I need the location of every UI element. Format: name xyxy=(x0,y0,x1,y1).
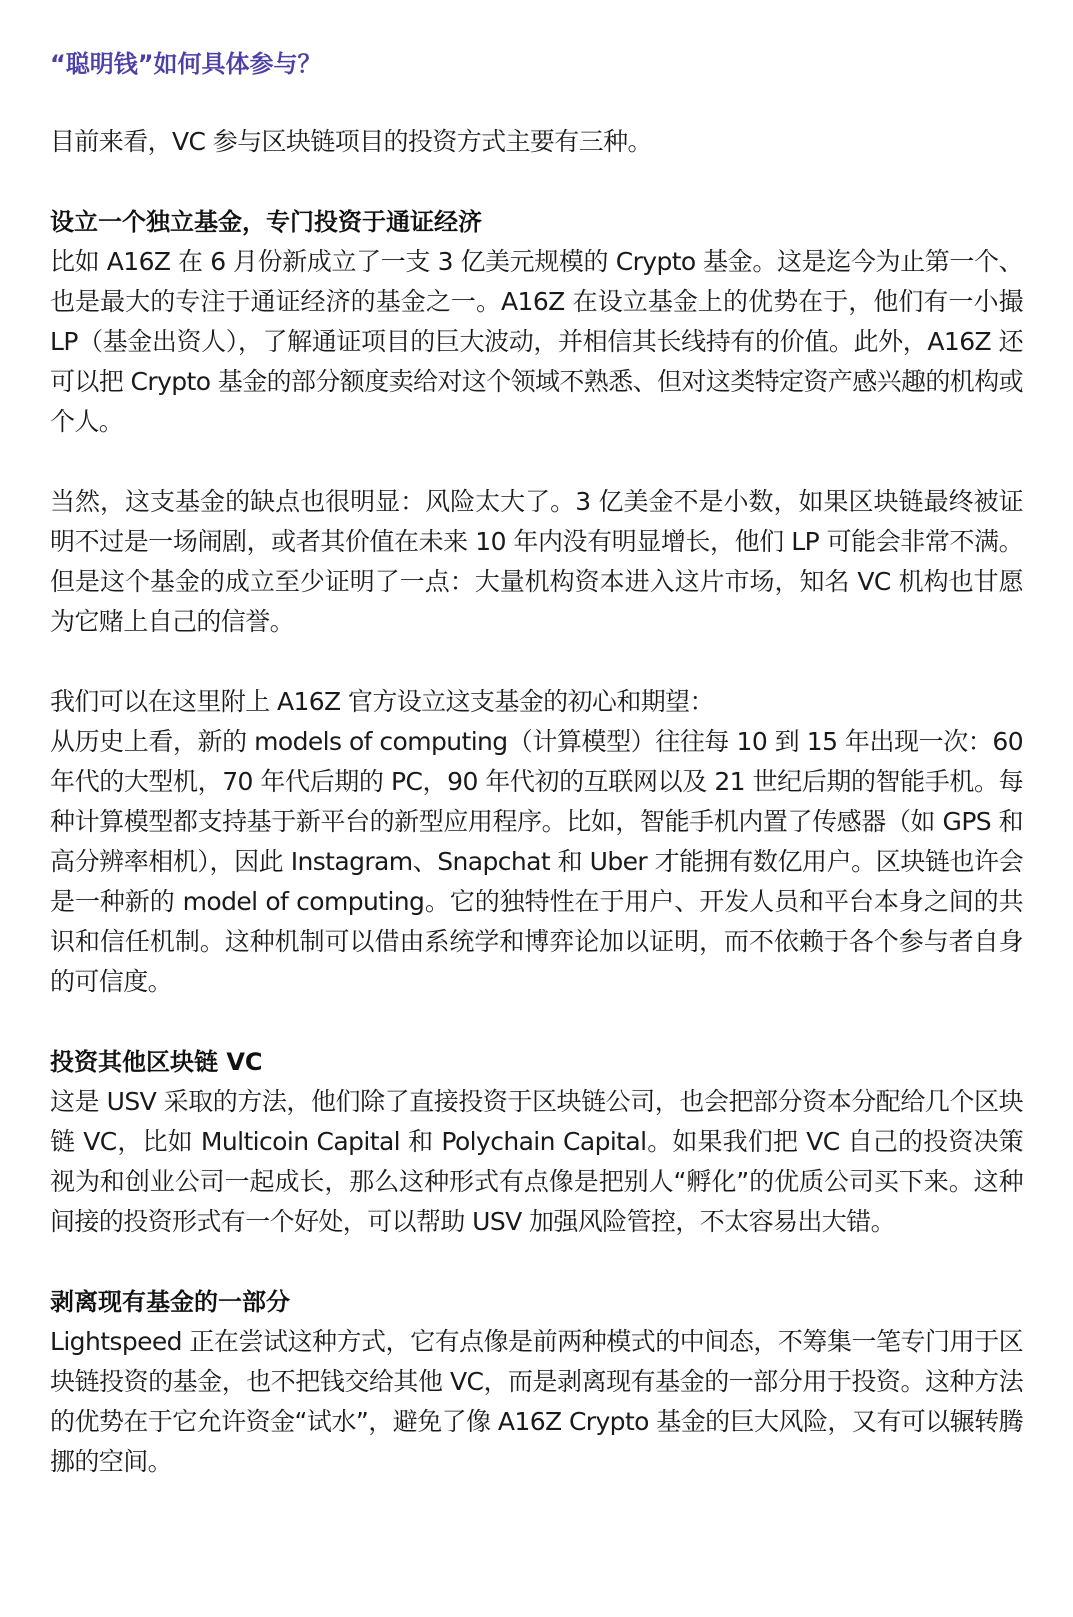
article-title: “聪明钱”如何具体参与？ xyxy=(50,50,322,78)
spacer xyxy=(50,1002,1023,1042)
section-heading-spin-off-fund: 剥离现有基金的一部分 xyxy=(50,1288,290,1316)
section-heading-invest-other-vc: 投资其他区块链 VC xyxy=(50,1048,263,1076)
spacer xyxy=(50,642,1023,682)
intro-paragraph: 目前来看，VC 参与区块链项目的投资方式主要有三种。 xyxy=(50,127,652,156)
spacer xyxy=(50,442,1023,482)
section-paragraph: 比如 A16Z 在 6 月份新成立了一支 3 亿美元规模的 Crypto 基金。这是迄今为止第一个、也是最大的专注于通证经济的基金之一。A16Z 在设立基金上的优势在于，他们有一小撮 LP（基金出资人），了解通证项目的巨大波动，并相信其长线持有的价值。此外，A16Z 还可以把 Crypto 基金的部分额度卖给对这个领域不熟悉、但对这类特定资产感兴趣的机构或个人。 xyxy=(50,247,1023,436)
quote-paragraph: 从历史上看，新的 models of computing（计算模型）往往每 10 到 15 年出现一次：60 年代的大型机，70 年代后期的 PC，90 年代初的互联网以及 21 世纪后期的智能手机。每种计算模型都支持基于新平台的新型应用程序。比如，智能手机内置了传感器（如 GPS 和高分辨率相机），因此 Instagram、Snapchat 和 Uber 才能拥有数亿用户。区块链也许会是一种新的 model of computing。它的独特性在于用户、开发人员和平台本身之间的共识和信任机制。这种机制可以借由系统学和博弈论加以证明，而不依赖于各个参与者自身的可信度。 xyxy=(50,727,1023,996)
section-paragraph: 当然，这支基金的缺点也很明显：风险太大了。3 亿美金不是小数，如果区块链最终被证明不过是一场闹剧，或者其价值在未来 10 年内没有明显增长，他们 LP 可能会非常不满。但是这个基金的成立至少证明了一点：大量机构资本进入这片市场，知名 VC 机构也甘愿为它赌上自己的信誉。 xyxy=(50,487,1023,636)
spacer xyxy=(50,162,1023,202)
quote-intro: 我们可以在这里附上 A16Z 官方设立这支基金的初心和期望： xyxy=(50,687,714,716)
section-heading-independent-fund: 设立一个独立基金，专门投资于通证经济 xyxy=(50,208,482,236)
section-paragraph: Lightspeed 正在尝试这种方式，它有点像是前两种模式的中间态，不筹集一笔专门用于区块链投资的基金，也不把钱交给其他 VC，而是剥离现有基金的一部分用于投资。这种方法的优势在于它允许资金“试水”，避免了像 A16Z Crypto 基金的巨大风险，又有可以辗转腾挪的空间。 xyxy=(50,1327,1023,1476)
spacer xyxy=(50,1242,1023,1282)
section-paragraph: 这是 USV 采取的方法，他们除了直接投资于区块链公司，也会把部分资本分配给几个区块链 VC，比如 Multicoin Capital 和 Polychain Capital。如果我们把 VC 自己的投资决策视为和创业公司一起成长，那么这种形式有点像是把别人“孵化”的优质公司买下来。这种间接的投资形式有一个好处，可以帮助 USV 加强风险管控，不太容易出大错。 xyxy=(50,1087,1023,1236)
